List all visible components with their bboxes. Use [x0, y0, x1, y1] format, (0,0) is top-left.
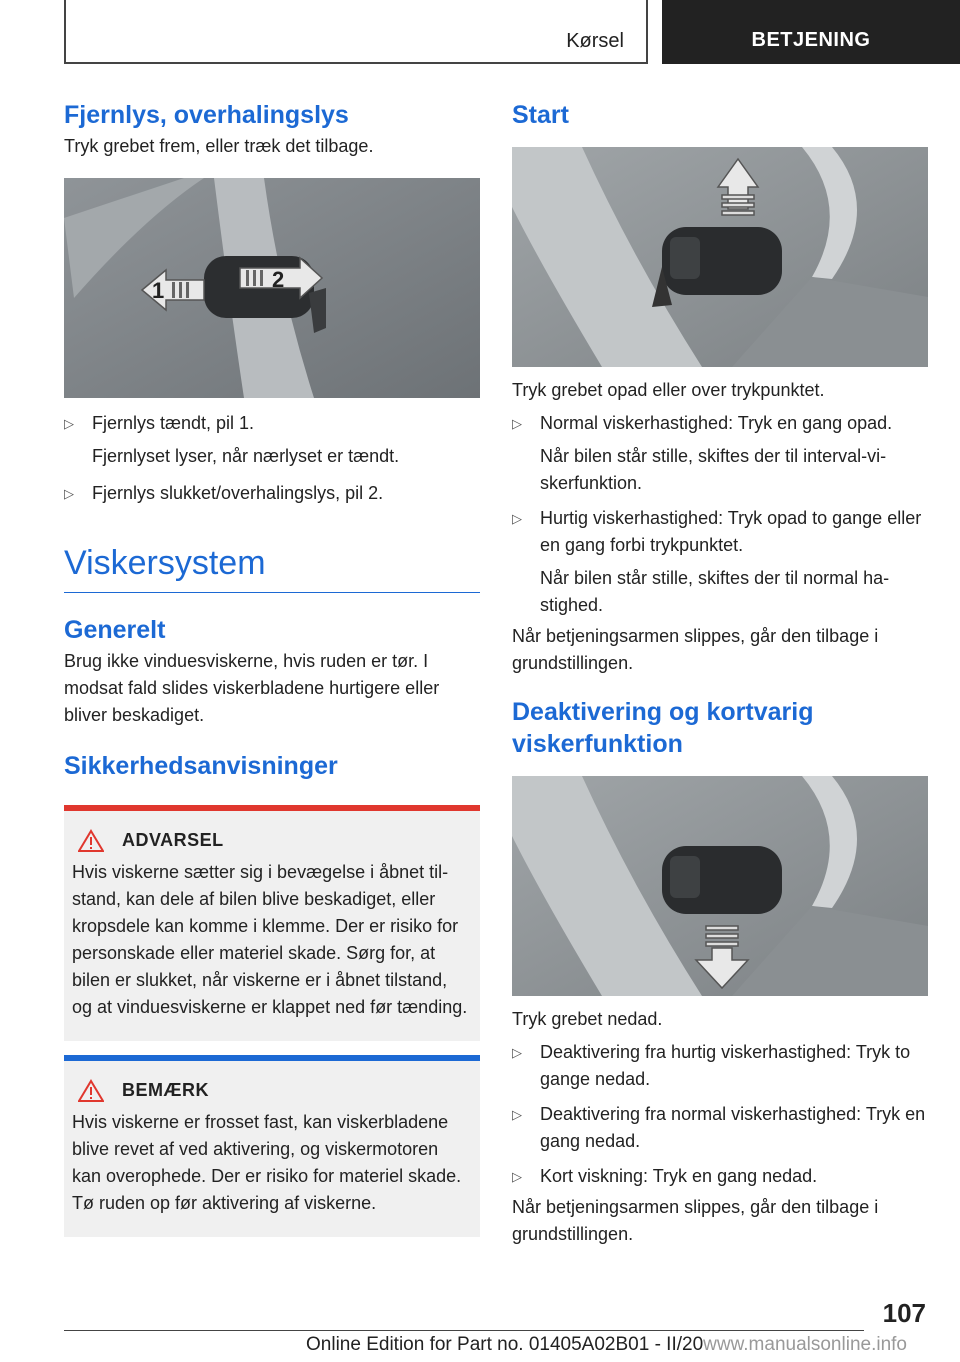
text-deaktivering-2: Når betjeningsarmen slippes, går den tilbage i grundstillingen. [512, 1196, 879, 1244]
page-number: 107 [882, 1298, 926, 1328]
text-start-2: Når betjeningsarmen slippes, går den tilbage i grundstillingen. [512, 626, 879, 674]
text-start: Tryk grebet opad eller over trykpunktet. [512, 380, 825, 401]
heading-generelt: Generelt [64, 616, 166, 645]
notice-box [64, 1055, 480, 1237]
section-viskersystem [64, 543, 480, 593]
list-item: ▷ Fjernlys slukket/overhalingslys, pil 2. [64, 483, 384, 504]
triangle-bullet-icon: ▷ [64, 416, 74, 432]
triangle-bullet-icon: ▷ [512, 1044, 522, 1060]
list-deaktivering [512, 1039, 928, 1190]
triangle-bullet-icon: ▷ [512, 1106, 522, 1122]
list-item: ▷ Normal viskerhastighed: Tryk en gang opad. Når bilen står stille, skiftes der til interval-viskerfunktion. [512, 413, 893, 494]
warning-title: ADVARSEL [122, 830, 224, 851]
footer-divider [64, 1330, 864, 1331]
figure-wiper-up [512, 147, 928, 367]
notice-triangle-icon [78, 1079, 104, 1103]
right-column [512, 100, 928, 1248]
list-item: ▷ Hurtig viskerhastighed: Tryk opad to gange eller en gang forbi trykpunktet. Når bilen står stille, skiftes der til normal hastighed. [512, 508, 922, 616]
figure-wiper-down [512, 776, 928, 996]
text-generelt: Brug ikke vinduesviskerne, hvis ruden er tør. I modsat fald slides viskerbladene hurtigere eller bliver beskadiget. [64, 651, 440, 726]
list-item: ▷ Fjernlys tændt, pil 1. Fjernlyset lyser, når nærlyset er tændt. [64, 413, 400, 467]
list-item: ▷ Kort viskning: Tryk en gang nedad. [512, 1165, 818, 1186]
figure-highbeam-stalk [64, 178, 480, 398]
list-start [512, 410, 928, 619]
fig1-label-1: 1 [152, 278, 165, 304]
text-fjernlys: Tryk grebet frem, eller træk det tilbage. [64, 136, 374, 157]
heading-sikkerhed: Sikkerhedsanvisninger [64, 752, 338, 781]
triangle-bullet-icon: ▷ [512, 416, 522, 432]
left-column [64, 100, 480, 1237]
list-item: ▷ Deaktivering fra normal viskerhastighed: Tryk en gang nedad. [512, 1103, 926, 1151]
heading-start: Start [512, 101, 569, 129]
heading-deaktivering: Deaktivering og kortvarig viskerfunktion [512, 698, 814, 758]
list-fjernlys [64, 410, 480, 507]
triangle-bullet-icon: ▷ [64, 486, 74, 502]
footer [306, 1334, 907, 1356]
heading-fjernlys: Fjernlys, overhalingslys [64, 101, 349, 129]
footer-text: Online Edition for Part no. 01405A02B01 - II/20 [306, 1334, 704, 1355]
text-deaktivering: Tryk grebet nedad. [512, 1008, 663, 1029]
footer-watermark[interactable]: www.manualsonline.info [703, 1334, 907, 1355]
list-item: ▷ Deaktivering fra hurtig viskerhastighed: Tryk to gange nedad. [512, 1041, 911, 1089]
header-frame [64, 0, 648, 64]
header-section-title: Kørsel [566, 30, 624, 52]
warning-box [64, 805, 480, 1041]
fig1-label-2: 2 [272, 267, 285, 293]
header-tab[interactable]: BETJENING [662, 0, 960, 64]
triangle-bullet-icon: ▷ [512, 511, 522, 527]
notice-text: Hvis viskerne er frosset fast, kan viskerbladene blive revet af ved aktivering, og viskermotoren kan overophede. Der er risiko for materiel skade. Tø ruden op før aktivering af viskerne. [72, 1111, 462, 1213]
warning-triangle-icon [78, 829, 104, 853]
notice-title: BEMÆRK [122, 1080, 209, 1101]
heading-viskersystem: Viskersystem [64, 544, 266, 583]
triangle-bullet-icon: ▷ [512, 1168, 522, 1184]
warning-text: Hvis viskerne sætter sig i bevægelse i åbnet tilstand, kan dele af bilen blive beskadiget, eller kropsdele kan komme i klemme. Der er risiko for personskade eller materiel skade. Sørg for, at bilen er slukket, når viskerne er i åbnet tilstand, og at vinduesviskerne er klappet ned før tænding. [72, 861, 468, 1017]
